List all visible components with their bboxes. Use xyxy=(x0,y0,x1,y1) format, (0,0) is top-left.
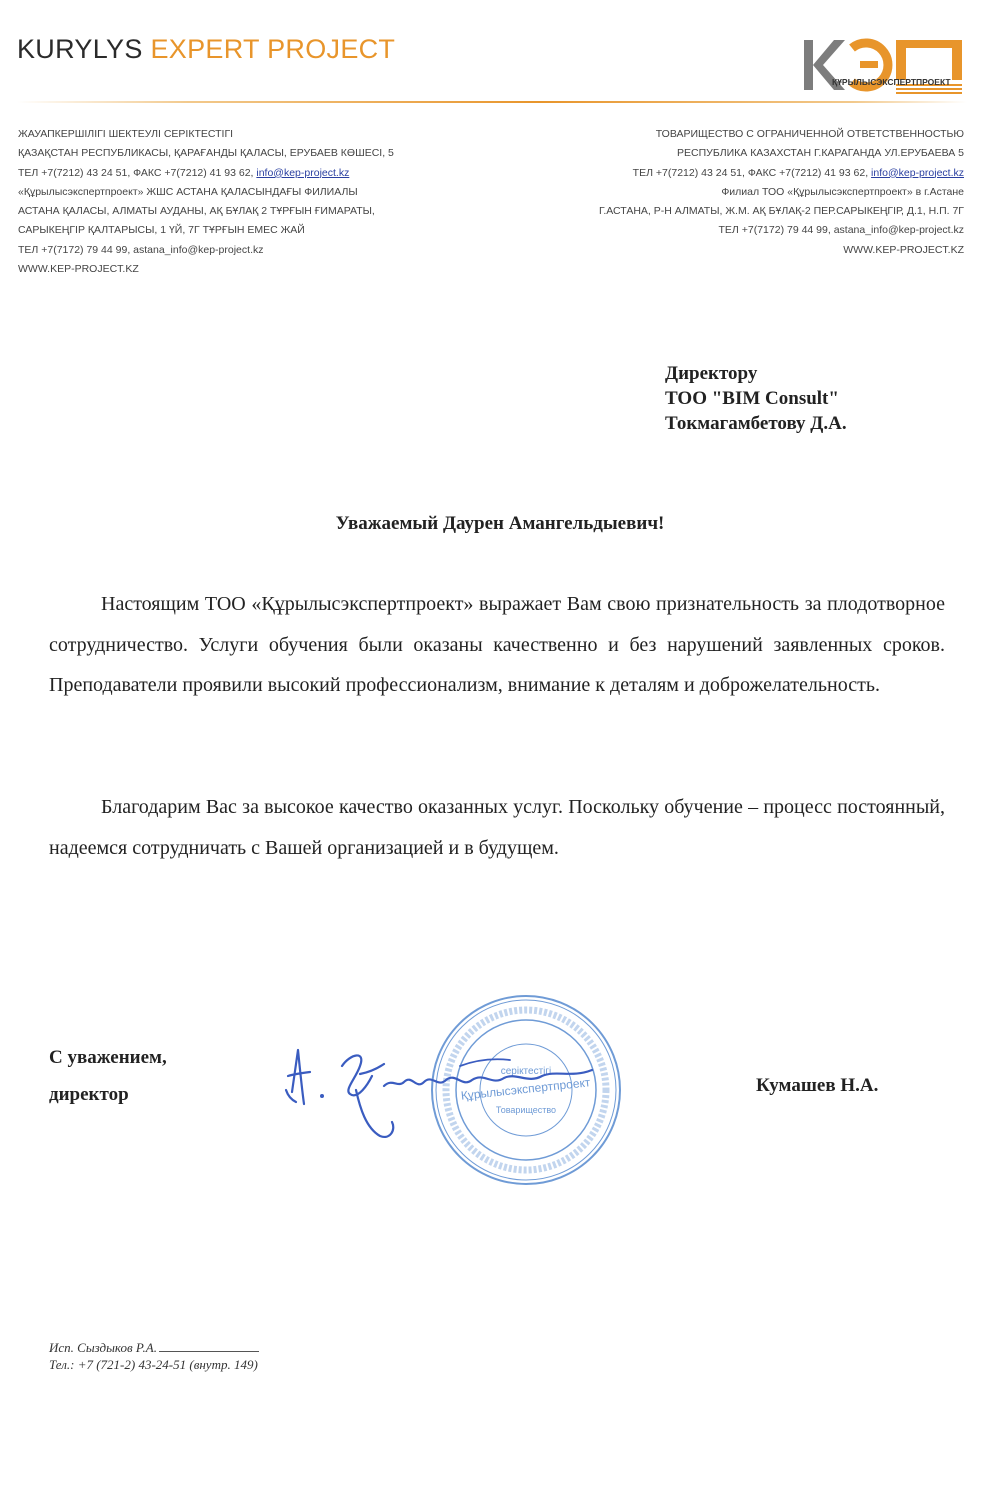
executor-line xyxy=(49,1339,259,1356)
executor-footer xyxy=(49,1339,259,1373)
right-address-line: ТОВАРИЩЕСТВО С ОГРАНИЧЕННОЙ ОТВЕТСТВЕННОСТЬЮ xyxy=(655,128,964,140)
right-email-link[interactable]: info@kep-project.kz xyxy=(871,166,964,179)
company-brand-name xyxy=(17,34,395,65)
recipient-name: Токмагамбетову Д.А. xyxy=(665,413,847,434)
right-address-line: Г.АСТАНА, Р-Н АЛМАТЫ, Ж.М. АҚ БҰЛАҚ-2 ПЕР.САРЫКЕҢГІР, Д.1, Н.П. 7Г xyxy=(598,205,964,218)
closing-regards: С уважением, xyxy=(49,1047,167,1068)
right-address-block xyxy=(599,125,964,260)
left-address-line: ҚАЗАҚСТАН РЕСПУБЛИКАСЫ, ҚАРАҒАНДЫ ҚАЛАСЫ, ЕРУБАЕВ КӨШЕСІ, 5 xyxy=(18,147,394,160)
body-paragraph-2: Благодарим Вас за высокое качество оказанных услуг. Поскольку обучение – процесс постоянный, надеемся сотрудничать с Вашей организацией и в будущем. xyxy=(49,796,945,859)
left-website: WWW.KEP-PROJECT.KZ xyxy=(18,263,139,276)
stamp-text-2: Құрылысэкспертпроект xyxy=(460,1075,591,1103)
right-address-line: Филиал ТОО «Құрылысэкспертпроект» в г.Астане xyxy=(721,185,964,198)
right-website: WWW.KEP-PROJECT.KZ xyxy=(843,243,964,256)
left-address-block xyxy=(18,125,394,279)
right-address-line: РЕСПУБЛИКА КАЗАХСТАН Г.КАРАГАНДА УЛ.ЕРУБАЕВА 5 xyxy=(677,147,964,160)
director-signature xyxy=(280,1030,610,1150)
left-address-line: САРЫКЕҢГІР ҚАЛТАРЫСЫ, 1 ҮЙ, 7Г ТҰРҒЫН ЕМЕС ЖАЙ xyxy=(18,224,305,237)
recipient-title: Директору xyxy=(665,363,758,384)
brand-name-part2: EXPERT PROJECT xyxy=(150,34,396,64)
right-address-line xyxy=(599,164,964,183)
closing-position: директор xyxy=(49,1084,129,1105)
recipient-company: ТОО "BIM Consult" xyxy=(665,388,839,409)
signer-name: Кумашев Н.А. xyxy=(756,1075,879,1096)
body-paragraph-1: Настоящим ТОО «Құрылысэкспертпроект» выражает Вам свою признательность за плодотворное сотрудничество. Услуги обучения были оказаны качественно и без нарушений заявленных сроков. Преподаватели проявили высокий профессионализм, внимание к деталям и доброжелательность. xyxy=(49,593,945,696)
stamp-text-1: серіктестігі xyxy=(500,1066,552,1077)
right-phone-text: ТЕЛ +7(7212) 43 24 51, ФАКС +7(7212) 41 93 62, xyxy=(632,166,872,179)
letter-greeting: Уважаемый Даурен Амангельдыевич! xyxy=(335,513,665,534)
closing-block xyxy=(49,1039,167,1113)
brand-name-part1: KURYLYS xyxy=(17,34,151,64)
left-address-line: «Құрылысэкспертпроект» ЖШС АСТАНА ҚАЛАСЫНДАҒЫ ФИЛИАЛЫ xyxy=(18,185,358,198)
left-address-line xyxy=(18,164,394,183)
signature-underline xyxy=(159,1339,259,1352)
logo-subtitle: ҚҰРЫЛЫСЭКСПЕРТПРОЕКТ xyxy=(832,77,951,87)
right-address-line: ТЕЛ +7(7172) 79 44 99, astana_info@kep-project.kz xyxy=(718,224,964,237)
left-address-line: ТЕЛ +7(7172) 79 44 99, astana_info@kep-project.kz xyxy=(18,243,264,256)
recipient-block xyxy=(665,361,847,436)
header-divider xyxy=(17,101,967,103)
stamp-text-3: Товарищество xyxy=(495,1105,557,1115)
executor-name: Исп. Сыздыков Р.А. xyxy=(49,1340,157,1355)
left-email-link[interactable]: info@kep-project.kz xyxy=(256,166,350,179)
left-address-line: АСТАНА ҚАЛАСЫ, АЛМАТЫ АУДАНЫ, АҚ БҰЛАҚ 2 ТҰРҒЫН ҒИМАРАТЫ, xyxy=(18,205,375,218)
left-phone-text: ТЕЛ +7(7212) 43 24 51, ФАКС +7(7212) 41 93 62, xyxy=(18,166,257,179)
left-address-line: ЖАУАПКЕРШІЛІГІ ШЕКТЕУЛІ СЕРІКТЕСТІГІ xyxy=(18,128,234,140)
executor-phone: Тел.: +7 (721-2) 43-24-51 (внутр. 149) xyxy=(49,1357,258,1372)
